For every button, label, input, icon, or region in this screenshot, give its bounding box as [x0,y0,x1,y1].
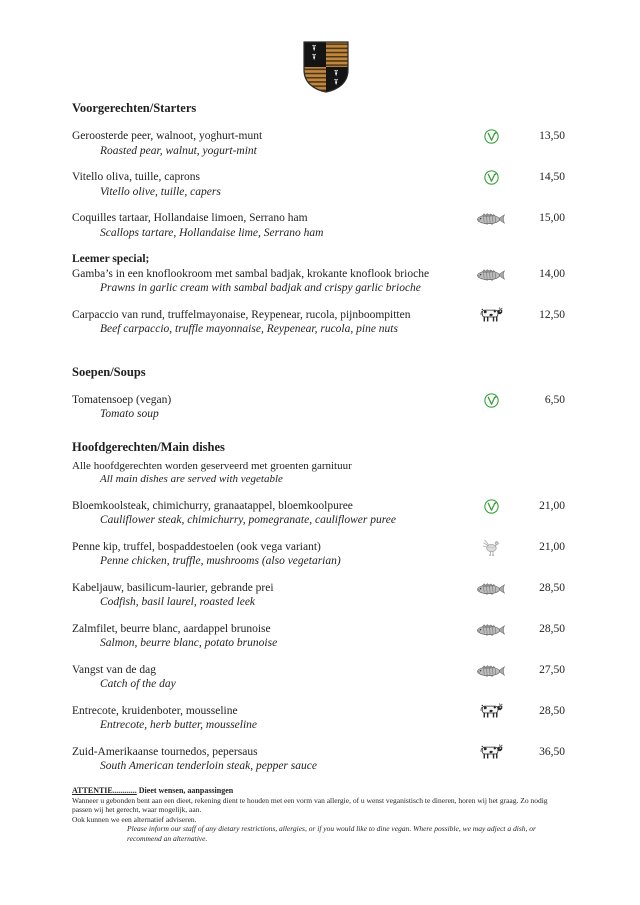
dietary-notice-heading [72,786,565,796]
item-name-english: Scallops tartare, Hollandaise lime, Serrano ham [100,226,324,239]
attentie-label: ATTENTIE............ [72,785,137,795]
item-text [72,499,467,528]
dietary-wishes-label: Dieet wensen, aanpassingen [136,785,234,795]
item-name-english: Salmon, beurre blanc, potato brunoise [100,637,278,649]
section-title-soups: Soepen/Soups [72,364,146,379]
item-name-english: Vitello olive, tuille, capers [100,185,221,198]
cow-icon [467,745,515,760]
item-name-english: South American tenderloin steak, pepper sauce [100,760,317,772]
item-price: 6,50 [544,393,565,406]
item-text [72,745,467,774]
menu-item [72,393,565,422]
item-price: 21,00 [539,540,565,553]
item-text [72,704,467,733]
item-price: 13,50 [539,130,565,142]
menu-item [72,704,565,733]
item-price: 14,00 [539,267,565,280]
menu-item [72,308,565,337]
cow-icon [467,308,515,323]
vegan-icon [467,499,515,514]
item-name-dutch: Entrecote, kruidenboter, mousseline [72,704,238,717]
item-price: 21,00 [539,499,565,512]
section-note-dutch: Alle hoofdgerechten worden geserveerd met groenten garnituur [72,459,352,472]
item-text [72,170,467,199]
menu-item [72,252,565,296]
item-text [72,663,467,692]
chicken-icon [467,540,515,557]
menu-item [72,499,565,528]
item-name-english: Beef carpaccio, truffle mayonnaise, Reypenear, rucola, pine nuts [100,323,398,335]
dietary-notice-english: Please inform our staff of any dietary restrictions, allergies, or if you would like to dine vegan. Where possible, we may adject a dish, or recommend an alternative. [127,824,536,843]
item-price: 28,50 [539,704,565,717]
fish-icon [467,581,515,596]
item-name-english: Roasted pear, walnut, yogurt-mint [100,144,257,157]
item-price: 28,50 [539,622,565,635]
menu-item [72,170,565,199]
item-name-dutch: Kabeljauw, basilicum-laurier, gebrande prei [72,581,274,594]
item-price: 15,00 [539,212,565,224]
item-text [72,393,467,422]
item-special-label: Leemer special; [72,253,150,265]
item-name-dutch: Vangst van de dag [72,663,156,676]
item-name-english: Tomato soup [100,408,159,420]
cow-icon [467,704,515,719]
fish-icon [467,622,515,637]
fish-icon [467,267,515,282]
item-text [72,622,467,651]
item-name-dutch: Gamba’s in een knoflookroom met sambal badjak, krokante knoflook brioche [72,267,430,280]
item-name-english: Prawns in garlic cream with sambal badjak and crispy garlic brioche [100,282,421,294]
item-price: 36,50 [539,745,565,758]
menu-item [72,211,565,240]
menu-item [72,540,565,569]
vegan-icon [467,170,515,185]
vegan-icon [467,393,515,408]
dietary-notice-dutch-1: Wanneer u gebonden bent aan een dieet, rekening dient te houden met een vorm van allergie, of u wenst veganistisch te dineren, horen wij het graag. Zo nodig passen wij het gerecht, waar mogelijk, aan. [72,795,548,814]
section-title-mains: Hoofdgerechten/Main dishes [72,439,225,454]
item-price: 14,50 [539,171,565,183]
item-price: 27,50 [539,663,565,676]
item-name-english: Entrecote, herb butter, mousseline [100,719,258,731]
menu-item [72,663,565,692]
restaurant-crest-logo [302,41,350,93]
item-name-dutch: Tomatensoep (vegan) [72,393,172,406]
item-text [72,581,467,610]
item-price: 28,50 [539,581,565,594]
menu-item [72,129,565,158]
item-name-dutch: Zuid-Amerikaanse tournedos, pepersaus [72,745,258,758]
item-name-dutch: Penne kip, truffel, bospaddestoelen (ook vega variant) [72,540,321,553]
item-text [72,308,467,337]
fish-icon [467,663,515,678]
dietary-notice-dutch-2: Ook kunnen we een alternatief adviseren. [72,814,197,824]
section-title-starters: Voorgerechten/Starters [72,101,197,115]
item-name-english: Penne chicken, truffle, mushrooms (also vegetarian) [100,555,341,567]
item-text [72,252,467,296]
section-note-english: All main dishes are served with vegetable [100,472,283,485]
item-name-dutch: Bloemkoolsteak, chimichurry, granaatappel, bloemkoolpuree [72,499,353,512]
menu-item [72,581,565,610]
item-name-english: Cauliflower steak, chimichurry, pomegranate, cauliflower puree [100,514,396,526]
item-name-dutch: Carpaccio van rund, truffelmayonaise, Reypenear, rucola, pijnboompitten [72,308,411,321]
item-text [72,540,467,569]
menu-item [72,622,565,651]
fish-icon [467,211,515,226]
item-name-dutch: Vitello oliva, tuille, caprons [72,171,201,183]
menu-item [72,745,565,774]
item-name-dutch: Zalmfilet, beurre blanc, aardappel brunoise [72,622,271,635]
item-name-dutch: Coquilles tartaar, Hollandaise limoen, Serrano ham [72,212,308,224]
item-name-english: Catch of the day [100,678,176,690]
item-price: 12,50 [539,308,565,321]
item-text [72,129,467,158]
item-name-dutch: Geroosterde peer, walnoot, yoghurt-munt [72,130,263,142]
vegan-icon [467,129,515,144]
item-text [72,211,467,240]
item-name-english: Codfish, basil laurel, roasted leek [100,596,256,608]
dietary-notice [72,786,565,844]
